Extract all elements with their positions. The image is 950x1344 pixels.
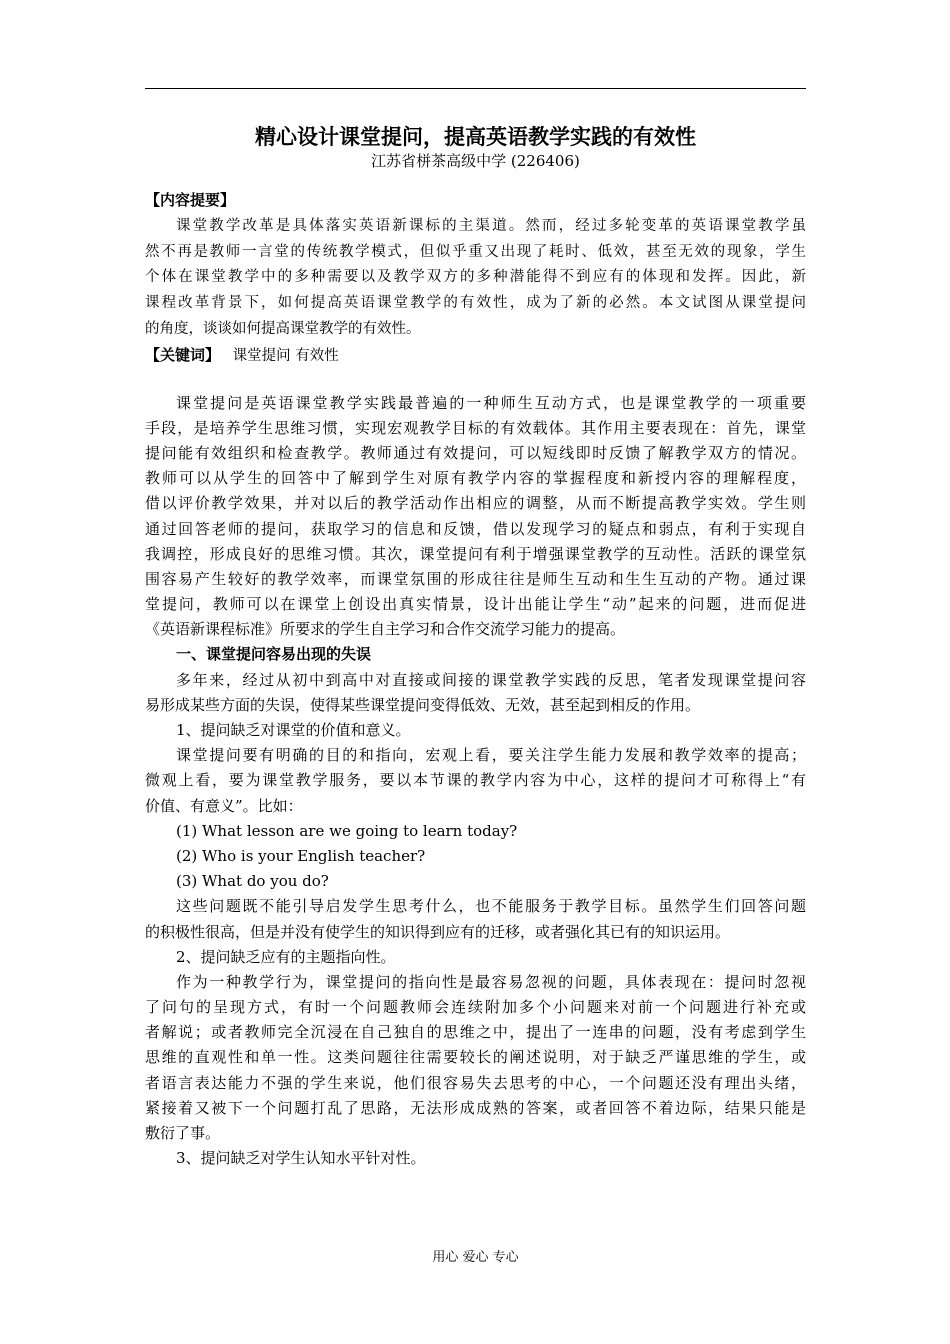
keywords-row xyxy=(145,343,806,369)
page-title: 精心设计课堂提问，提高英语教学实践的有效性 xyxy=(255,124,696,149)
abstract-label: 【内容提要】 xyxy=(145,191,236,209)
paragraph-line: 的积极性很高，但是并没有使学生的知识得到应有的迁移，或者强化其已有的知识运用。 xyxy=(145,922,731,941)
section-heading: 一、课堂提问容易出现的失误 xyxy=(176,645,372,664)
keywords-value: 课堂提问 有效性 xyxy=(232,347,339,364)
abstract-line: 课堂教学改革是具体落实英语新课标的主渠道。然而，经过多轮变革的英语课堂教学虽 xyxy=(176,217,806,234)
paragraph-line: 围容易产生较好的教学效率，而课堂氛围的形成往往是师生互动和生生互动的产物。通过课 xyxy=(145,569,806,588)
paragraph-line: 了问句的呈现方式，有时一个问题教师会连续附加多个小问题来对前一个问题进行补充或 xyxy=(145,998,806,1017)
paragraph-line: 敷衍了事。 xyxy=(145,1124,221,1143)
paragraph-line: 易形成某些方面的失误，使得某些课堂提问变得低效、无效，甚至起到相反的作用。 xyxy=(145,695,701,714)
example-line: (3) What do you do? xyxy=(176,872,329,891)
paragraph-line: 借以评价教学效果，并对以后的教学活动作出相应的调整，从而不断提高教学实效。学生则 xyxy=(145,494,806,513)
point-title: 2、提问缺乏应有的主题指向性。 xyxy=(176,947,396,966)
paragraph-line: 思维的直观性和单一性。这类问题往往需要较长的阐述说明，对于缺乏严谨思维的学生，或 xyxy=(145,1048,806,1067)
paragraph-line: 者语言表达能力不强的学生来说，他们很容易失去思考的中心，一个问题还没有理出头绪， xyxy=(145,1073,806,1092)
paragraph-line: 堂提问，教师可以在课堂上创设出真实情景，设计出能让学生“动”起来的问题，进而促进 xyxy=(145,595,806,614)
paragraph-line: 我调控，形成良好的思维习惯。其次，课堂提问有利于增强课堂教学的互动性。活跃的课堂氛 xyxy=(145,544,806,563)
paragraph-line: 多年来，经过从初中到高中对直接或间接的课堂教学实践的反思，笔者发现课堂提问容 xyxy=(176,670,806,689)
paragraph-line: 通过回答老师的提问，获取学习的信息和反馈，借以发现学习的疑点和弱点，有利于实现自 xyxy=(145,519,806,538)
author-affiliation: 江苏省栟茶高级中学 (226406) xyxy=(371,152,580,170)
paragraph-line: 课堂提问要有明确的目的和指向，宏观上看，要关注学生能力发展和教学效率的提高； xyxy=(176,746,806,765)
paragraph-line: 课堂提问是英语课堂教学实践最普遍的一种师生互动方式，也是课堂教学的一项重要 xyxy=(176,393,806,412)
paragraph-line: 这些问题既不能引导启发学生思考什么，也不能服务于教学目标。虽然学生们回答问题 xyxy=(176,897,806,916)
abstract-line: 的角度，谈谈如何提高课堂教学的有效性。 xyxy=(145,320,421,337)
paragraph-line: 《英语新课程标准》所要求的学生自主学习和合作交流学习能力的提高。 xyxy=(145,620,626,639)
paragraph-line: 价值、有意义”。比如： xyxy=(145,796,303,815)
abstract-line: 个体在课堂教学中的多种需要以及教学双方的多种潜能得不到应有的体现和发挥。因此，新 xyxy=(145,269,806,286)
abstract-line: 然不再是教师一言堂的传统教学模式，但似乎重又出现了耗时、低效，甚至无效的现象，学生 xyxy=(145,243,806,260)
section-gap xyxy=(145,369,806,391)
header-rule xyxy=(145,88,806,89)
example-line: (1) What lesson are we going to learn today? xyxy=(176,821,518,840)
paragraph-line: 紧接着又被下一个问题打乱了思路，无法形成成熟的答案，或者回答不着边际，结果只能是 xyxy=(145,1098,806,1117)
example-line: (2) Who is your English teacher? xyxy=(176,846,426,865)
keywords-label: 【关键词】 xyxy=(145,345,221,364)
document-body xyxy=(145,188,806,1171)
point-title: 1、提问缺乏对课堂的价值和意义。 xyxy=(176,721,411,740)
paragraph-line: 微观上看，要为课堂教学服务，要以本节课的教学内容为中心，这样的提问才可称得上“有 xyxy=(145,771,806,790)
point-title: 3、提问缺乏对学生认知水平针对性。 xyxy=(176,1149,426,1168)
paragraph-line: 提问能有效组织和检查教学。教师通过有效提问，可以短线即时反馈了解教学双方的情况。 xyxy=(145,443,806,462)
page-footer: 用心 爱心 专心 xyxy=(432,1250,519,1265)
paragraph-line: 教师可以从学生的回答中了解到学生对原有教学内容的掌握程度和新授内容的理解程度， xyxy=(145,469,806,488)
paragraph-line: 者解说；或者教师完全沉浸在自己独自的思维之中，提出了一连串的问题，没有考虑到学生 xyxy=(145,1023,806,1042)
paragraph-line: 手段，是培养学生思维习惯，实现宏观教学目标的有效载体。其作用主要表现在：首先，课堂 xyxy=(145,418,806,437)
abstract-line: 课程改革背景下，如何提高英语课堂教学的有效性，成为了新的必然。本文试图从课堂提问 xyxy=(145,295,806,312)
paragraph-line: 作为一种教学行为，课堂提问的指向性是最容易忽视的问题，具体表现在：提问时忽视 xyxy=(176,972,806,991)
